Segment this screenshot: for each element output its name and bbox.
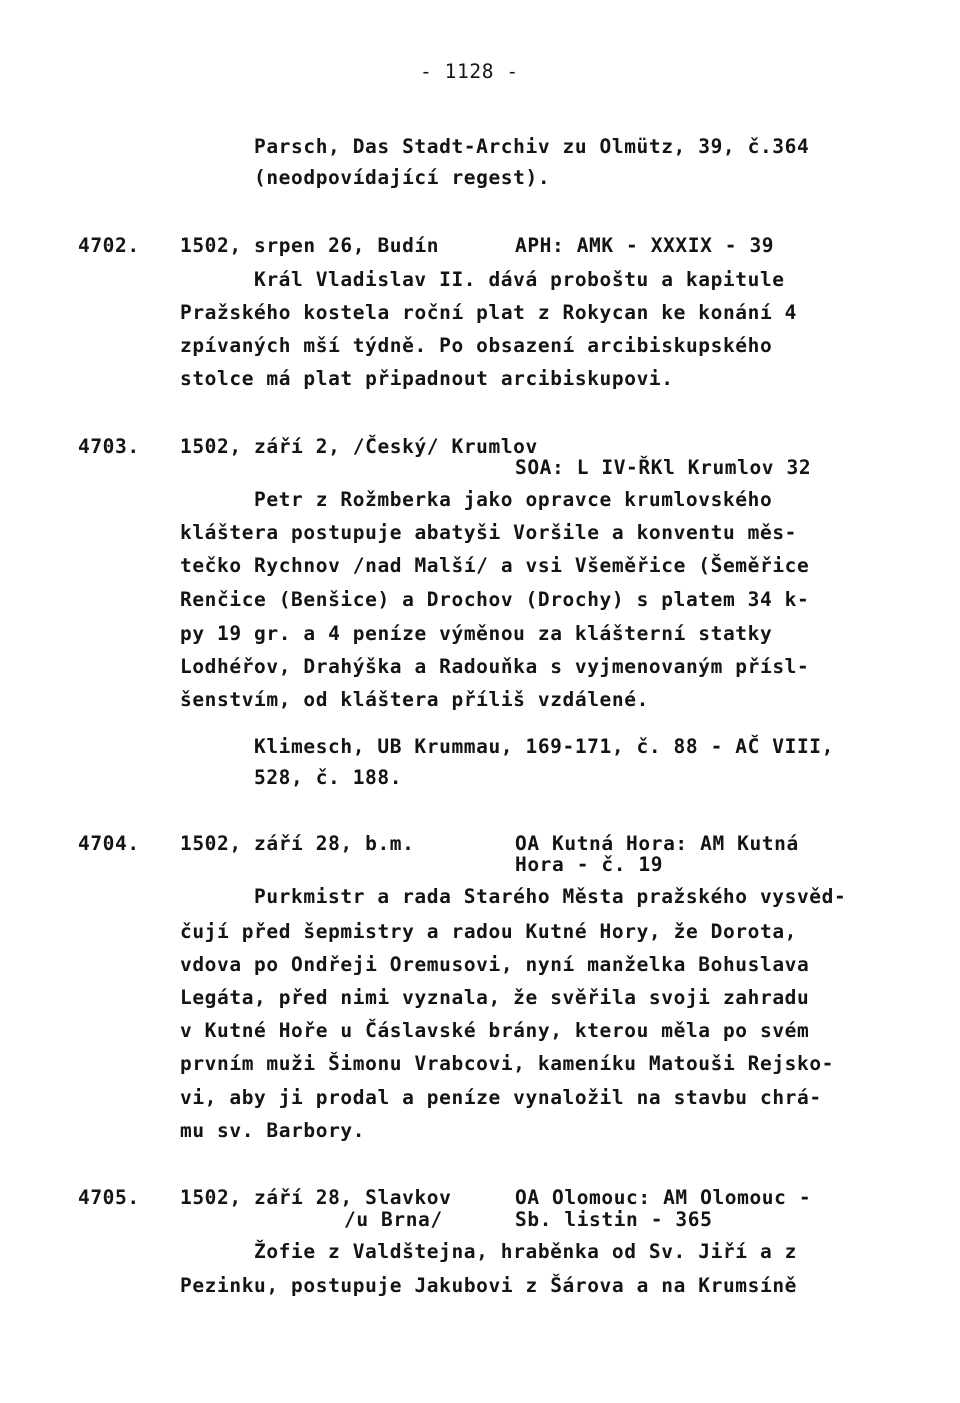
entry-text-line: Žofie z Valdštejna, hraběnka od Sv. Jiří a z <box>254 1240 797 1263</box>
entry-text-line: tečko Rychnov /nad Malší/ a vsi Všeměřice (Šeměřice <box>180 554 810 577</box>
entry-date-place: 1502, září 28, b.m. <box>180 832 415 855</box>
entry-number: 4703. <box>78 435 140 458</box>
page-number: - 1128 - <box>420 60 519 83</box>
intro-citation-line: (neodpovídající regest). <box>254 166 551 189</box>
entry-date-place: 1502, září 28, Slavkov <box>180 1186 452 1209</box>
entry-source: Sb. listin - 365 <box>515 1208 713 1231</box>
entry-number: 4702. <box>78 234 140 257</box>
entry-text-line: zpívaných mší týdně. Po obsazení arcibiskupského <box>180 334 773 357</box>
entry-text-line: čují před šepmistry a radou Kutné Hory, že Dorota, <box>180 920 797 943</box>
entry-source: OA Kutná Hora: AM Kutná <box>515 832 799 855</box>
entry-text-line: mu sv. Barbory. <box>180 1119 366 1142</box>
entry-text-line: prvním muži Šimonu Vrabcovi, kameníku Matouši Rejsko- <box>180 1052 835 1075</box>
entry-source: SOA: L IV-ŘKl Krumlov 32 <box>515 456 812 479</box>
entry-text-line: Lodhéřov, Drahýška a Radouňka s vyjmenovaným přísl- <box>180 655 810 678</box>
entry-date-place: /u Brna/ <box>344 1208 443 1231</box>
intro-citation-line: Parsch, Das Stadt-Archiv zu Olmütz, 39, č.364 <box>254 135 810 158</box>
entry-text-line: Pezinku, postupuje Jakubovi z Šárova a na Krumsíně <box>180 1274 797 1297</box>
entry-citation-line: Klimesch, UB Krummau, 169-171, č. 88 - AČ VIII, <box>254 735 834 758</box>
entry-text-line: vdova po Ondřeji Oremusovi, nyní manželka Bohuslava <box>180 953 810 976</box>
entry-source: Hora - č. 19 <box>515 853 664 876</box>
entry-source: OA Olomouc: AM Olomouc - <box>515 1186 812 1209</box>
entry-text-line: Král Vladislav II. dává proboštu a kapitule <box>254 268 785 291</box>
entry-text-line: vi, aby ji prodal a peníze vynaložil na stavbu chrá- <box>180 1086 822 1109</box>
entry-text-line: v Kutné Hoře u Čáslavské brány, kterou měla po svém <box>180 1019 810 1042</box>
entry-number: 4704. <box>78 832 140 855</box>
entry-text-line: Renčice (Benšice) a Drochov (Drochy) s platem 34 k- <box>180 588 810 611</box>
entry-citation-line: 528, č. 188. <box>254 766 403 789</box>
entry-text-line: šenstvím, od kláštera příliš vzdálené. <box>180 688 649 711</box>
entry-source: APH: AMK - XXXIX - 39 <box>515 234 775 257</box>
entry-text-line: stolce má plat připadnout arcibiskupovi. <box>180 367 674 390</box>
entry-date-place: 1502, srpen 26, Budín <box>180 234 440 257</box>
entry-text-line: Legáta, před nimi vyznala, že svěřila svoji zahradu <box>180 986 810 1009</box>
entry-text-line: Purkmistr a rada Starého Města pražského vysvěd- <box>254 885 847 908</box>
entry-text-line: Petr z Rožmberka jako opravce krumlovského <box>254 488 773 511</box>
entry-text-line: kláštera postupuje abatyši Voršile a konventu měs- <box>180 521 797 544</box>
entry-date-place: 1502, září 2, /Český/ Krumlov <box>180 435 538 458</box>
entry-text-line: Pražského kostela roční plat z Rokycan ke konání 4 <box>180 301 797 324</box>
entry-number: 4705. <box>78 1186 140 1209</box>
entry-text-line: py 19 gr. a 4 peníze výměnou za klášterní statky <box>180 622 773 645</box>
